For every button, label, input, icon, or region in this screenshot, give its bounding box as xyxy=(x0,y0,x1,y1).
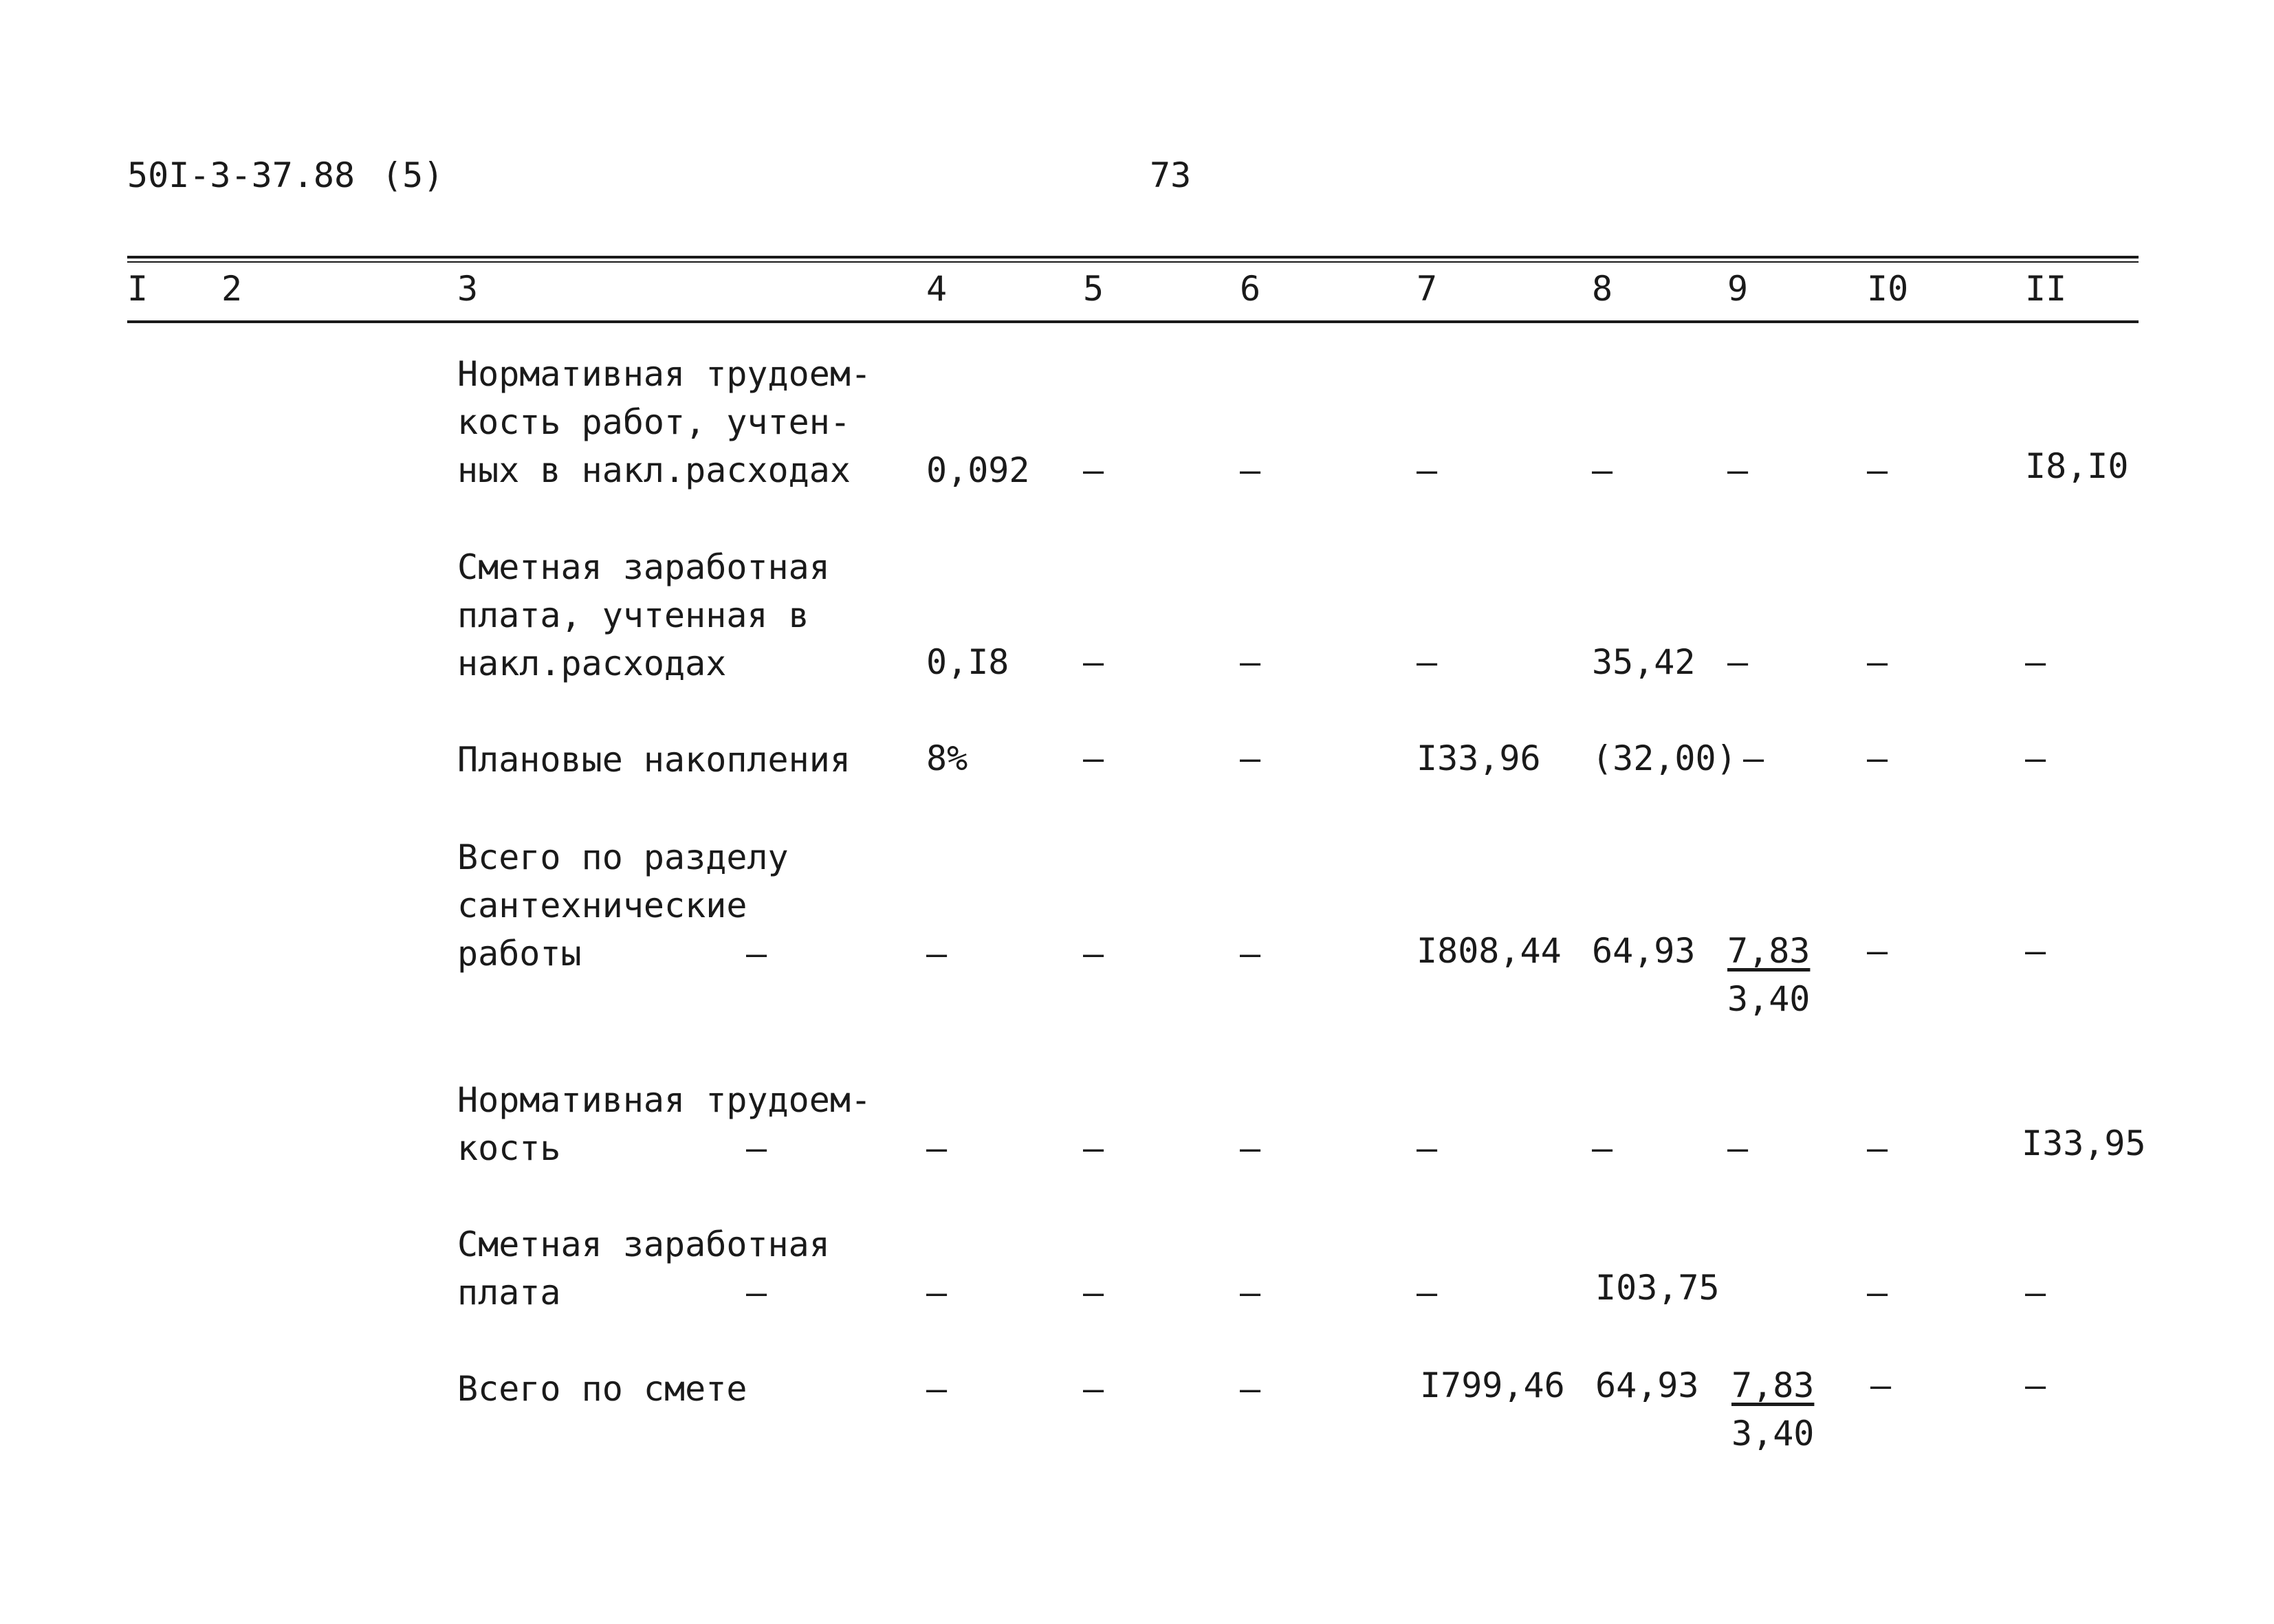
cell-col3-dash: – xyxy=(746,1128,767,1168)
cell-col7: I799,46 xyxy=(1420,1365,1565,1405)
cell-col9: – xyxy=(1727,450,1749,490)
cell-col6: – xyxy=(1240,450,1261,490)
row-label-line: Всего по смете xyxy=(457,1369,747,1409)
column-header: 2 xyxy=(221,269,243,309)
cell-col8: 35,42 xyxy=(1592,642,1696,682)
cell-col5: – xyxy=(1083,934,1104,974)
cell-col8: – xyxy=(1592,1128,1613,1168)
table-top-rule xyxy=(127,256,2139,259)
row-label-line: плата, учтенная в xyxy=(457,595,809,635)
cell-col6: – xyxy=(1240,642,1261,682)
cell-col9-bottom: 3,40 xyxy=(1727,979,1811,1019)
row-label-line: Плановые накопления xyxy=(457,740,851,780)
cell-col8: (32,00) xyxy=(1592,738,1737,778)
cell-col9-bottom: 3,40 xyxy=(1731,1414,1815,1453)
cell-col10: – xyxy=(1870,1365,1892,1405)
row-label-line: ных в накл.расходах xyxy=(457,450,851,490)
row-label-line: кость xyxy=(457,1128,561,1168)
table-top-rule-thin xyxy=(127,261,2139,263)
row-label-line: Всего по разделу xyxy=(457,837,789,877)
cell-col5: – xyxy=(1083,1128,1104,1168)
row-label-line: кость работ, учтен- xyxy=(457,402,851,442)
row-label-line: накл.расходах xyxy=(457,644,727,683)
cell-col11: I33,95 xyxy=(2022,1123,2146,1163)
row-label-line: Сметная заработная xyxy=(457,547,830,587)
row-label-line: Нормативная трудоем- xyxy=(457,1080,872,1120)
cell-col4: 8% xyxy=(926,738,968,778)
header-bottom-rule xyxy=(127,320,2139,323)
row-label-line: плата xyxy=(457,1273,561,1313)
cell-col7: – xyxy=(1417,642,1438,682)
cell-col11: – xyxy=(2025,1365,2046,1405)
cell-col4: – xyxy=(926,934,948,974)
column-header: I0 xyxy=(1867,269,1909,309)
cell-col5: – xyxy=(1083,738,1104,778)
cell-col7: – xyxy=(1417,1273,1438,1313)
column-header: II xyxy=(2025,269,2067,309)
cell-col11: I8,I0 xyxy=(2025,446,2129,486)
column-header: 7 xyxy=(1417,269,1438,309)
cell-col10: – xyxy=(1867,1128,1888,1168)
cell-col11: – xyxy=(2025,738,2046,778)
cell-col10: – xyxy=(1867,1273,1888,1313)
document-section: (5) xyxy=(382,155,444,195)
cell-col10: – xyxy=(1867,642,1888,682)
cell-col5: – xyxy=(1083,1273,1104,1313)
cell-col8: – xyxy=(1592,450,1613,490)
row-label-line: Нормативная трудоем- xyxy=(457,354,872,394)
cell-col10: – xyxy=(1867,931,1888,971)
cell-col6: – xyxy=(1240,738,1261,778)
column-header: 3 xyxy=(457,269,479,309)
cell-col4: – xyxy=(926,1369,948,1409)
cell-col11: – xyxy=(2025,1273,2046,1313)
cell-col7: – xyxy=(1417,1128,1438,1168)
cell-col6: – xyxy=(1240,1273,1261,1313)
column-header: 6 xyxy=(1240,269,1261,309)
cell-col10: – xyxy=(1867,738,1888,778)
cell-col8: I03,75 xyxy=(1595,1268,1720,1308)
cell-col7: – xyxy=(1417,450,1438,490)
cell-col9: – xyxy=(1743,738,1764,778)
column-header: 9 xyxy=(1727,269,1749,309)
column-header: 5 xyxy=(1083,269,1104,309)
row-label-line: Сметная заработная xyxy=(457,1225,830,1264)
column-header: 8 xyxy=(1592,269,1613,309)
cell-col8: 64,93 xyxy=(1595,1365,1699,1405)
cell-col9: – xyxy=(1727,642,1749,682)
cell-col5: – xyxy=(1083,450,1104,490)
cell-col6: – xyxy=(1240,1369,1261,1409)
cell-col7: I33,96 xyxy=(1417,738,1541,778)
cell-col4: 0,I8 xyxy=(926,642,1009,682)
row-label-line: сантехнические xyxy=(457,886,747,925)
cell-col5: – xyxy=(1083,1369,1104,1409)
page-number: 73 xyxy=(1150,155,1192,195)
cell-col6: – xyxy=(1240,1128,1261,1168)
cell-col9-top: 7,83 xyxy=(1727,931,1811,971)
cell-col5: – xyxy=(1083,642,1104,682)
cell-col4: – xyxy=(926,1273,948,1313)
cell-col4: – xyxy=(926,1128,948,1168)
cell-col9: – xyxy=(1727,1128,1749,1168)
cell-col11: – xyxy=(2025,931,2046,971)
cell-col3-dash: – xyxy=(746,934,767,974)
cell-col3-dash: – xyxy=(746,1273,767,1313)
cell-col9-top: 7,83 xyxy=(1731,1365,1815,1405)
row-label-line: работы xyxy=(457,934,582,974)
cell-col6: – xyxy=(1240,934,1261,974)
cell-col10: – xyxy=(1867,450,1888,490)
cell-col8: 64,93 xyxy=(1592,931,1696,971)
cell-col4: 0,092 xyxy=(926,450,1030,490)
column-header: I xyxy=(127,269,149,309)
column-header: 4 xyxy=(926,269,948,309)
cell-col11: – xyxy=(2025,642,2046,682)
cell-col7: I808,44 xyxy=(1417,931,1562,971)
document-code: 50I-3-37.88 xyxy=(127,155,356,195)
